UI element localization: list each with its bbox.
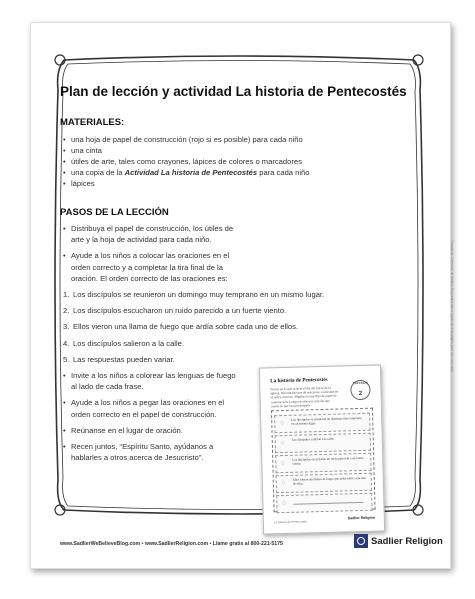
materials-heading: MATERIALES: [60,117,125,128]
activity-footer: La historia de Pentecostés [273,519,307,525]
sentence-strip [274,413,370,434]
strip-text: Los discípulos salieron a la calle. [291,436,335,442]
list-item: • Invite a los niños a colorear las lenguas de fuego al lado de cada frase. [63,370,243,392]
footer-separator: • [140,541,145,547]
order-number: 2. [63,306,70,316]
activity-title: La historia de Pentecostés [270,376,328,385]
list-item: • Distribuya el papel de construcción, los útiles de arte y la hoja de actividad para cada niño. [63,223,243,245]
footer-link-blog[interactable]: www.SadlierWeBelieveBlog.com [60,541,141,547]
list-item [71,167,371,178]
creemos-badge [350,380,371,401]
list-item-text: para cada niño [257,168,310,177]
order-item [63,289,333,300]
page-title: Plan de lección y actividad La historia de Pentecostés [60,84,407,99]
page-footer [60,541,283,547]
badge-number: 2 [358,390,363,398]
order-text: Los discípulos salieron a la calle. [73,338,185,348]
list-item: • una hoja de papel de construcción (rojo si es posible) para cada niño [71,134,371,145]
sentence-strip [276,473,372,494]
flame-icon: ♢ [280,480,287,488]
flame-icon: ♢ [279,420,285,428]
order-number: 5. [63,354,70,364]
order-number: 4. [63,338,70,348]
writing-line [293,502,363,505]
list-item: • Reúnanse en el lugar de oración. [63,425,243,436]
sentence-strip [275,453,371,474]
list-item: • lápices [71,178,371,189]
list-item: • una cinta [71,145,371,156]
footer-link-site[interactable]: www.SadlierReligion.com [144,541,209,547]
footer-separator: • [208,541,213,547]
brand-name: Sadlier Religion [371,535,443,547]
list-item: • Recen juntos, “Espíritu Santo, ayúdanos a hablarles a otros acerca de Jesucristo”. [63,441,243,463]
order-number: 1. [63,290,70,300]
order-item [63,305,333,316]
order-number: 3. [63,322,70,332]
order-text: Ellos vieron una llama de fuego que ardía sobre cada uno de ellos. [73,322,299,332]
sadlier-logo-icon [354,534,368,548]
list-item: • Ayude a los niños a colocar las oraciones en el orden correcto y a completar la tira final de la oración. El orden correcto de las oraciones es: [63,250,243,284]
order-item [63,338,243,349]
activity-instructions: Piensa en lo que ocurrió el día del inicio de la Iglesia. Recorta las tiras de oraciones. Colócalas en el orden correcto. Pégalas en una hoja de papel de construcción. Luego escribe una oración que cuente lo que ocurrió después. [270,385,339,409]
list-item: • Ayude a los niños a pegar las oraciones en el orden correcto en el papel de construcción. [63,397,243,419]
flame-icon: ♢ [279,440,286,448]
sidebar-text: Tomado de 'Creemos' de Sadlier. Se pueden hacer copias de esta página para uso en el aula. [450,240,454,373]
order-text: Los discípulos escucharon un ruido parecido a un fuerte viento. [73,306,287,316]
flame-icon: ♢ [280,460,286,468]
strip-text: Los discípulos se reunieron un domingo muy temprano en un mismo lugar. [291,415,362,426]
activity-name: Actividad La historia de Pentecostés [124,168,258,177]
sentence-strip [275,433,371,454]
badge-label: CREEMOS [352,380,368,386]
list-item-text: una copia de la [71,168,125,177]
activity-logo: Sadlier Religion [347,515,376,521]
list-item: • útiles de arte, tales como crayones, lápices de colores o marcadores [71,156,371,167]
order-item [63,354,243,365]
activity-strips [271,408,376,513]
copyright-sidebar [448,240,454,510]
order-text: Las respuestas pueden variar. [73,354,175,364]
materials-list [63,134,371,189]
strip-text: Ellos vieron una llama de fuego que ardía sobre cada uno de ellos. [292,475,366,486]
order-text: Los discípulos se reunieron un domingo muy temprano en un mismo lugar. [73,290,325,300]
strip-text: Los discípulos escucharon un ruido parecido a un fuerte viento. [292,455,364,466]
order-item [63,321,333,332]
flame-icon: ♢ [281,500,287,508]
sadlier-logo [354,534,443,548]
activity-sheet-thumbnail [259,364,385,534]
writing-strip [276,493,372,514]
footer-phone: Llame gratis al 800-221-5175 [212,541,283,547]
steps-heading: PASOS DE LA LECCIÓN [60,207,169,218]
